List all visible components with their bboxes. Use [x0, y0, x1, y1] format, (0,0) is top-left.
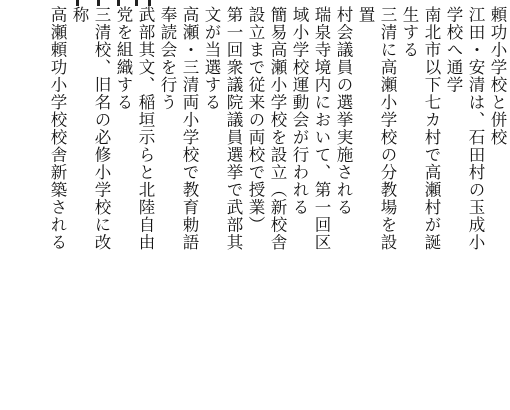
event-line-14: 文が当選する	[202, 6, 221, 111]
event-line-21: 高瀬頼功小学校校舎新築される	[48, 6, 67, 251]
event-line-6: 三清に高瀬小学校の分教場を設	[378, 6, 397, 251]
event-line-1: 頼功小学校と併校	[488, 6, 507, 146]
event-line-12: 設立まで従来の両校で授業）	[246, 6, 265, 234]
event-line-4: 南北市以下七カ村で高瀬村が誕	[422, 6, 441, 251]
event-line-17: 武部其文、稲垣示らと北陸自由	[136, 6, 155, 251]
event-line-8: 村会議員の選挙実施される	[334, 6, 353, 216]
event-line-3: 学校へ通学	[444, 6, 463, 94]
event-line-15: 高瀬・三清両小学校で教育勅語	[180, 6, 199, 251]
event-line-9: 瑞泉寺境内において、第一回区	[312, 6, 331, 251]
event-line-20: 称	[70, 6, 89, 24]
event-line-10: 域小学校運動会が行われる	[290, 6, 309, 216]
event-line-13: 第一回衆議院議員選挙で武部其	[224, 6, 243, 251]
event-line-16: 奉読会を行う	[158, 6, 177, 111]
event-line-18: 党を組織する	[114, 6, 133, 111]
event-line-7: 置	[356, 6, 375, 24]
event-line-2: 江田・安清は、石田村の玉成小	[466, 6, 485, 251]
event-line-5: 生する	[400, 6, 419, 59]
event-line-19: 三清校、旧名の必修小学校に改	[92, 6, 111, 251]
event-line-11: 簡易高瀬小学校を設立（新校舎	[268, 6, 287, 251]
